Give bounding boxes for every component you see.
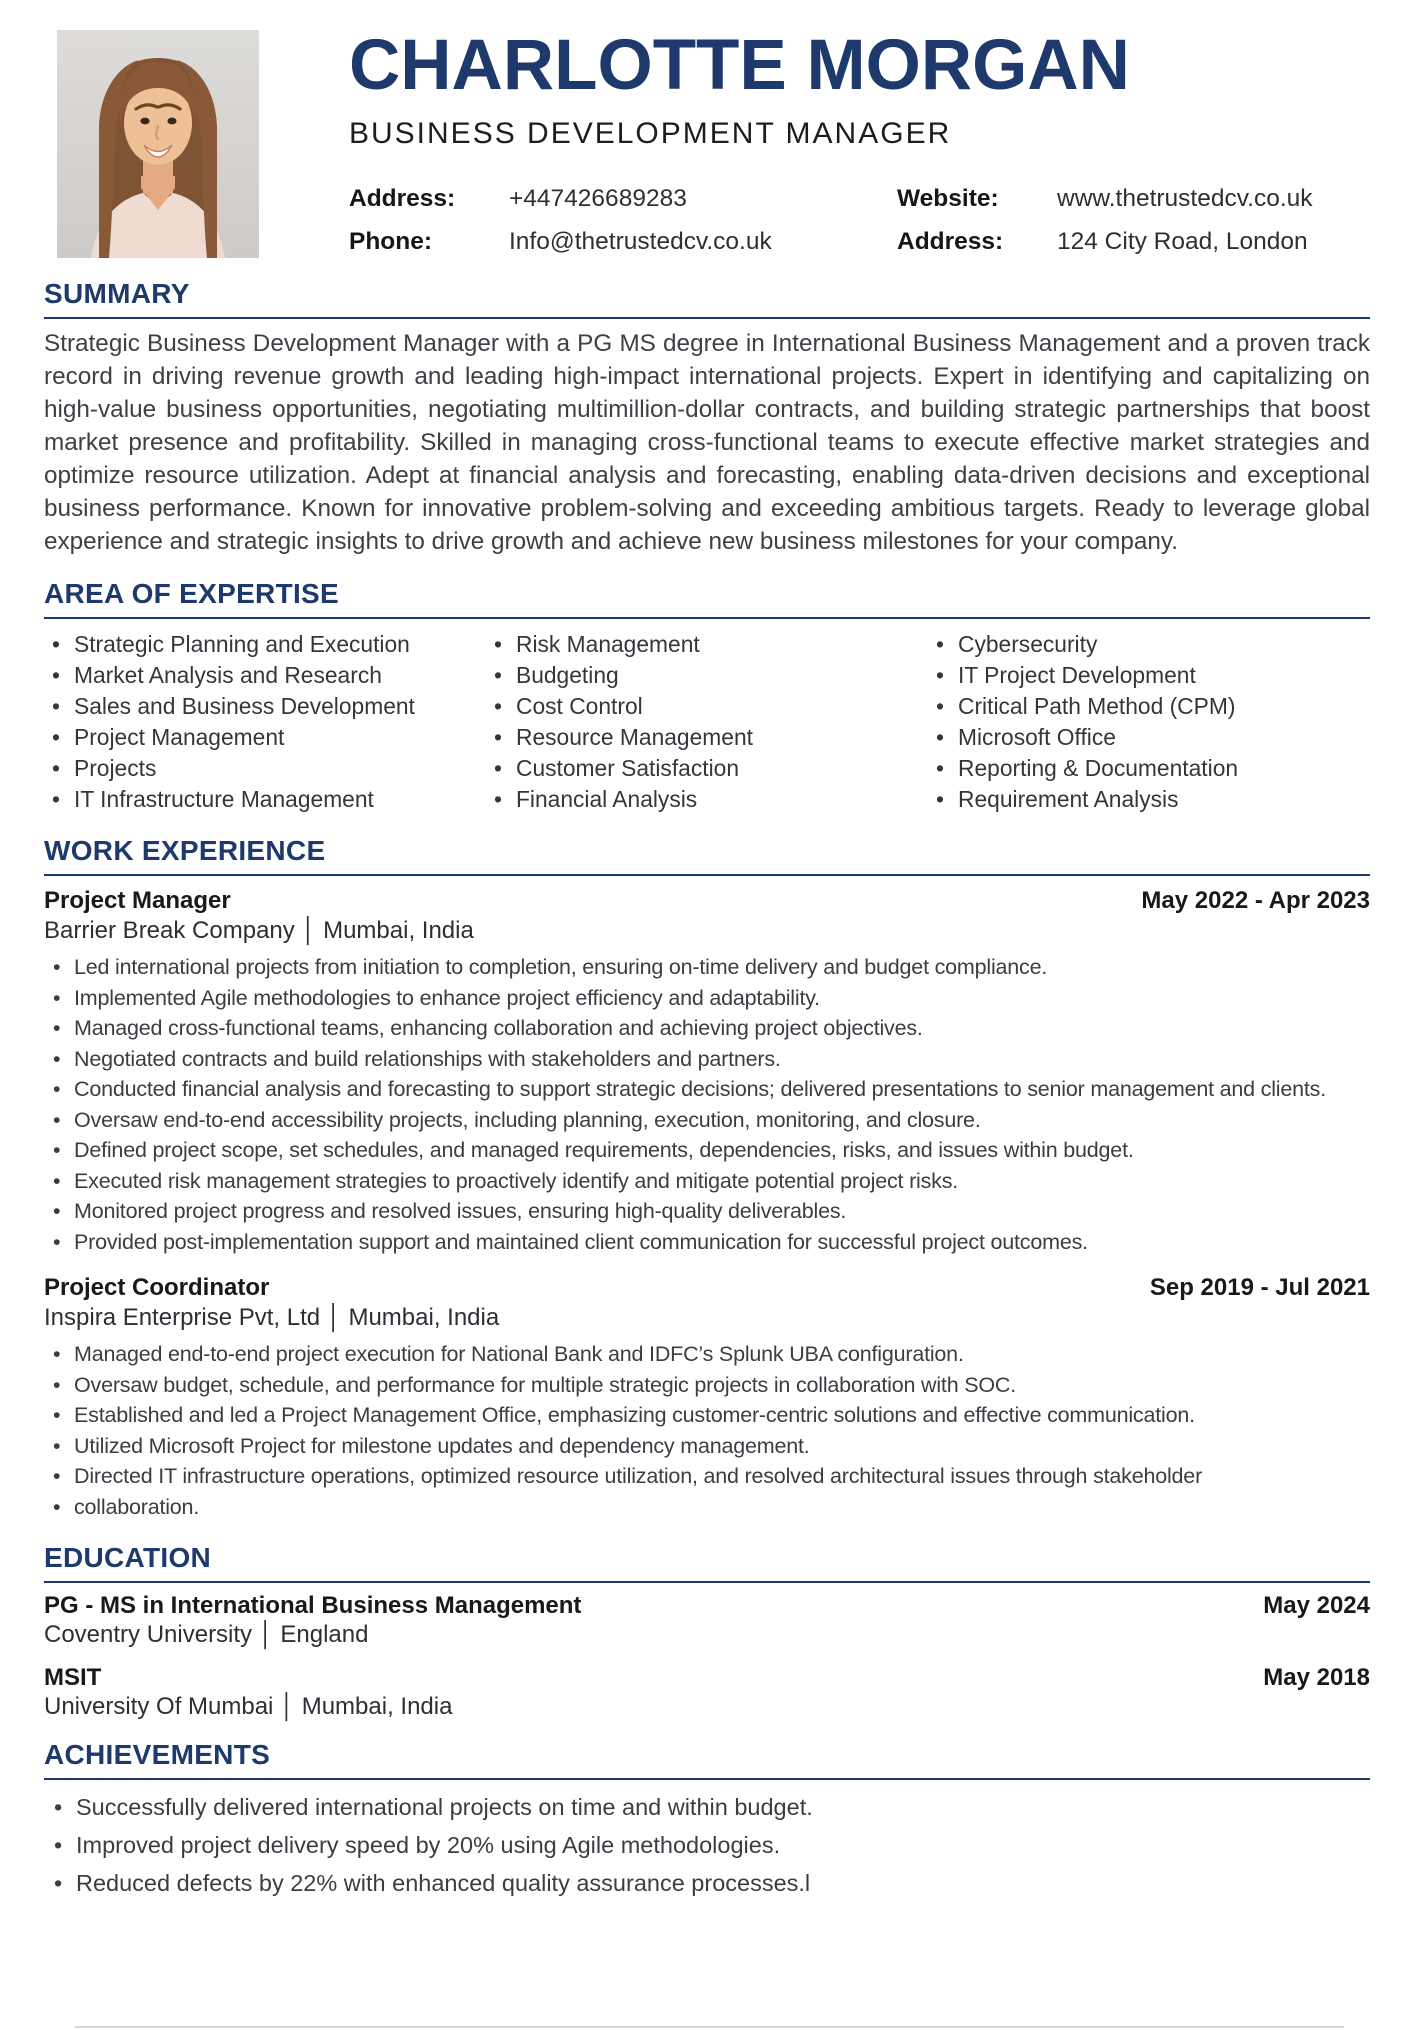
contact-value: +447426689283 — [509, 185, 687, 213]
job-bullet: • Executed risk management strategies to proactively identify and mitigate potential project risks. — [44, 1166, 1370, 1197]
job-company: Barrier Break Company │ Mumbai, India — [44, 917, 474, 944]
expertise-item: • Budgeting — [486, 660, 928, 691]
page-bottom-divider — [75, 2026, 1344, 2028]
contact-label: Address: — [897, 227, 1004, 255]
expertise-column-1 — [44, 629, 486, 815]
education-entry — [44, 1663, 1370, 1721]
expertise-column-3 — [928, 629, 1370, 815]
job-bullet-list — [44, 952, 1370, 1257]
expertise-item: • Project Management — [44, 722, 486, 753]
expertise-item: • Sales and Business Development — [44, 691, 486, 722]
expertise-item: • Risk Management — [486, 629, 928, 660]
education-header-row — [44, 1663, 1370, 1692]
job-bullet: • Managed cross-functional teams, enhancing collaboration and achieving project objectives. — [44, 1013, 1370, 1044]
expertise-item: • Critical Path Method (CPM) — [928, 691, 1370, 722]
education-heading: EDUCATION — [44, 1542, 1370, 1583]
job-title: Project Coordinator — [44, 1274, 270, 1301]
education-list — [44, 1591, 1370, 1721]
job-bullet: • Directed IT infrastructure operations, optimized resource utilization, and resolved architectural issues through stakeholder — [44, 1461, 1370, 1492]
contact-label: Address: — [349, 185, 456, 213]
contact-label: Website: — [897, 185, 999, 213]
job-bullet: • Managed end-to-end project execution for National Bank and IDFC’s Splunk UBA configuration. — [44, 1339, 1370, 1370]
education-degree: PG - MS in International Business Management — [44, 1592, 582, 1619]
expertise-item: • Strategic Planning and Execution — [44, 629, 486, 660]
contact-info — [349, 184, 1370, 256]
contact-column-right — [897, 184, 1313, 256]
job-title: Project Manager — [44, 887, 231, 914]
expertise-item: • IT Project Development — [928, 660, 1370, 691]
job-entry — [44, 886, 1370, 1257]
achievement-item: • Successfully delivered international projects on time and within budget. — [44, 1788, 1370, 1826]
education-school: Coventry University │ England — [44, 1621, 369, 1648]
job-bullet: • Established and led a Project Management Office, emphasizing customer-centric solutions and effective communication. — [44, 1400, 1370, 1431]
job-bullet: • Oversaw budget, schedule, and performance for multiple strategic projects in collaboration with SOC. — [44, 1370, 1370, 1401]
profile-photo — [57, 30, 259, 258]
section-expertise — [44, 578, 1370, 815]
expertise-columns — [44, 629, 1370, 815]
section-work-experience — [44, 835, 1370, 1522]
expertise-item: • Reporting & Documentation — [928, 753, 1370, 784]
summary-paragraph: Strategic Business Development Manager with a PG MS degree in International Business Management and a proven track record in driving revenue growth and leading high-impact international projects. Expert in identifying and capitalizing on high-value business opportunities, negotiating multimillion-dollar contracts, and building strategic partnerships that boost market presence and profitability. Skilled in managing cross-functional teams to execute effective market strategies and optimize resource utilization. Adept at financial analysis and forecasting, enabling data-driven decisions and exceptional business performance. Known for innovative problem-solving and exceeding ambitious targets. Ready to leverage global experience and strategic insights to drive growth and achieve new business milestones for your company. — [44, 330, 1370, 555]
expertise-item: • Cost Control — [486, 691, 928, 722]
job-company: Inspira Enterprise Pvt, Ltd │ Mumbai, India — [44, 1304, 500, 1331]
expertise-item: • Financial Analysis — [486, 784, 928, 815]
section-education — [44, 1542, 1370, 1721]
achievements-heading: ACHIEVEMENTS — [44, 1739, 1370, 1780]
job-bullet: • Defined project scope, set schedules, and managed requirements, dependencies, risks, and issues within budget. — [44, 1135, 1370, 1166]
achievement-item: • Improved project delivery speed by 20% using Agile methodologies. — [44, 1826, 1370, 1864]
expertise-item: • IT Infrastructure Management — [44, 784, 486, 815]
contact-column-left — [349, 184, 897, 256]
job-bullet: • Implemented Agile methodologies to enhance project efficiency and adaptability. — [44, 983, 1370, 1014]
work-experience-heading: WORK EXPERIENCE — [44, 835, 1370, 876]
job-bullet: • Negotiated contracts and build relationships with stakeholders and partners. — [44, 1044, 1370, 1075]
job-dates: Sep 2019 - Jul 2021 — [1149, 1274, 1370, 1301]
job-bullet: • Monitored project progress and resolved issues, ensuring high-quality deliverables. — [44, 1196, 1370, 1227]
resume-header — [44, 26, 1370, 258]
contact-label: Phone: — [349, 227, 433, 255]
section-achievements — [44, 1739, 1370, 1902]
job-bullet: • collaboration. — [44, 1492, 1370, 1523]
education-date: May 2024 — [1263, 1592, 1370, 1619]
job-bullet: • Oversaw end-to-end accessibility projects, including planning, execution, monitoring, and closure. — [44, 1105, 1370, 1136]
job-list — [44, 886, 1370, 1522]
expertise-item: • Microsoft Office — [928, 722, 1370, 753]
expertise-item: • Market Analysis and Research — [44, 660, 486, 691]
expertise-item: • Projects — [44, 753, 486, 784]
header-text-block — [349, 26, 1370, 258]
expertise-item: • Requirement Analysis — [928, 784, 1370, 815]
job-header-row — [44, 1273, 1370, 1303]
job-bullet: • Led international projects from initiation to completion, ensuring on-time delivery and budget compliance. — [44, 952, 1370, 983]
expertise-item: • Customer Satisfaction — [486, 753, 928, 784]
education-entry — [44, 1591, 1370, 1649]
achievements-list — [44, 1788, 1370, 1902]
woman-portrait-illustration — [57, 30, 259, 258]
education-degree: MSIT — [44, 1664, 102, 1691]
contact-value: 124 City Road, London — [1057, 227, 1308, 255]
achievement-item: • Reduced defects by 22% with enhanced quality assurance processes.l — [44, 1864, 1370, 1902]
expertise-column-2 — [486, 629, 928, 815]
job-bullet: • Conducted financial analysis and forecasting to support strategic decisions; delivered presentations to senior management and clients. — [44, 1074, 1370, 1105]
candidate-job-title: BUSINESS DEVELOPMENT MANAGER — [349, 117, 952, 151]
summary-heading: SUMMARY — [44, 278, 1370, 319]
job-entry — [44, 1273, 1370, 1522]
education-header-row — [44, 1591, 1370, 1620]
contact-value: Info@thetrustedcv.co.uk — [509, 227, 772, 255]
education-school: University Of Mumbai │ Mumbai, India — [44, 1693, 453, 1720]
job-bullet: • Utilized Microsoft Project for milestone updates and dependency management. — [44, 1431, 1370, 1462]
contact-value: www.thetrustedcv.co.uk — [1057, 185, 1313, 213]
education-date: May 2018 — [1263, 1664, 1370, 1691]
job-header-row — [44, 886, 1370, 916]
section-summary — [44, 278, 1370, 558]
expertise-heading: AREA OF EXPERTISE — [44, 578, 1370, 619]
job-bullet: • Provided post-implementation support and maintained client communication for successful project outcomes. — [44, 1227, 1370, 1258]
expertise-item: • Cybersecurity — [928, 629, 1370, 660]
expertise-item: • Resource Management — [486, 722, 928, 753]
job-dates: May 2022 - Apr 2023 — [1141, 887, 1370, 914]
candidate-name: CHARLOTTE MORGAN — [349, 26, 1130, 105]
job-bullet-list — [44, 1339, 1370, 1522]
